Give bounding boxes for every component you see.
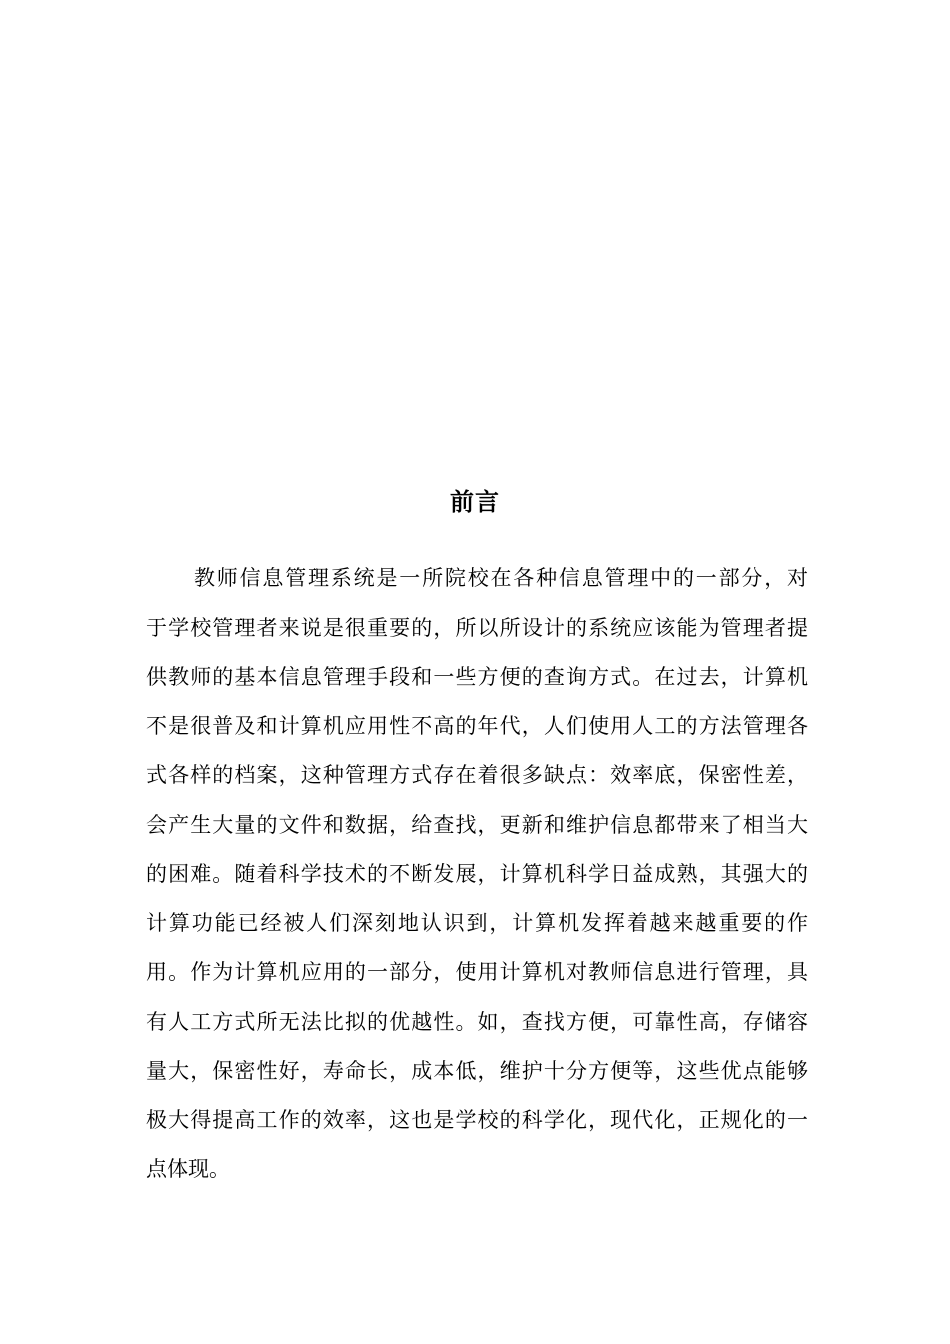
paragraph-line: 式各样的档案，这种管理方式存在着很多缺点：效率底，保密性差， (146, 763, 808, 787)
paragraph-line: 计算功能已经被人们深刻地认识到，计算机发挥着越来越重要的作 (146, 911, 808, 935)
paragraph-line: 点体现。 (146, 1157, 230, 1181)
paragraph-line: 量大，保密性好，寿命长，成本低，维护十分方便等，这些优点能够 (146, 1059, 808, 1083)
section-title: 前言 (450, 487, 500, 516)
paragraph-line: 教师信息管理系统是一所院校在各种信息管理中的一部分，对 (194, 566, 808, 590)
paragraph-line: 极大得提高工作的效率，这也是学校的科学化，现代化，正规化的一 (146, 1108, 808, 1132)
paragraph-line: 的困难。随着科学技术的不断发展，计算机科学日益成熟，其强大的 (146, 862, 808, 886)
paragraph-line: 有人工方式所无法比拟的优越性。如，查找方便，可靠性高，存储容 (146, 1010, 808, 1034)
paragraph-line: 供教师的基本信息管理手段和一些方便的查询方式。在过去，计算机 (146, 665, 808, 689)
paragraph-line: 不是很普及和计算机应用性不高的年代，人们使用人工的方法管理各 (146, 714, 808, 738)
paragraph-line: 会产生大量的文件和数据，给查找，更新和维护信息都带来了相当大 (146, 813, 808, 837)
paragraph-line: 于学校管理者来说是很重要的，所以所设计的系统应该能为管理者提 (146, 616, 808, 640)
paragraph-line: 用。作为计算机应用的一部分，使用计算机对教师信息进行管理，具 (146, 960, 808, 984)
